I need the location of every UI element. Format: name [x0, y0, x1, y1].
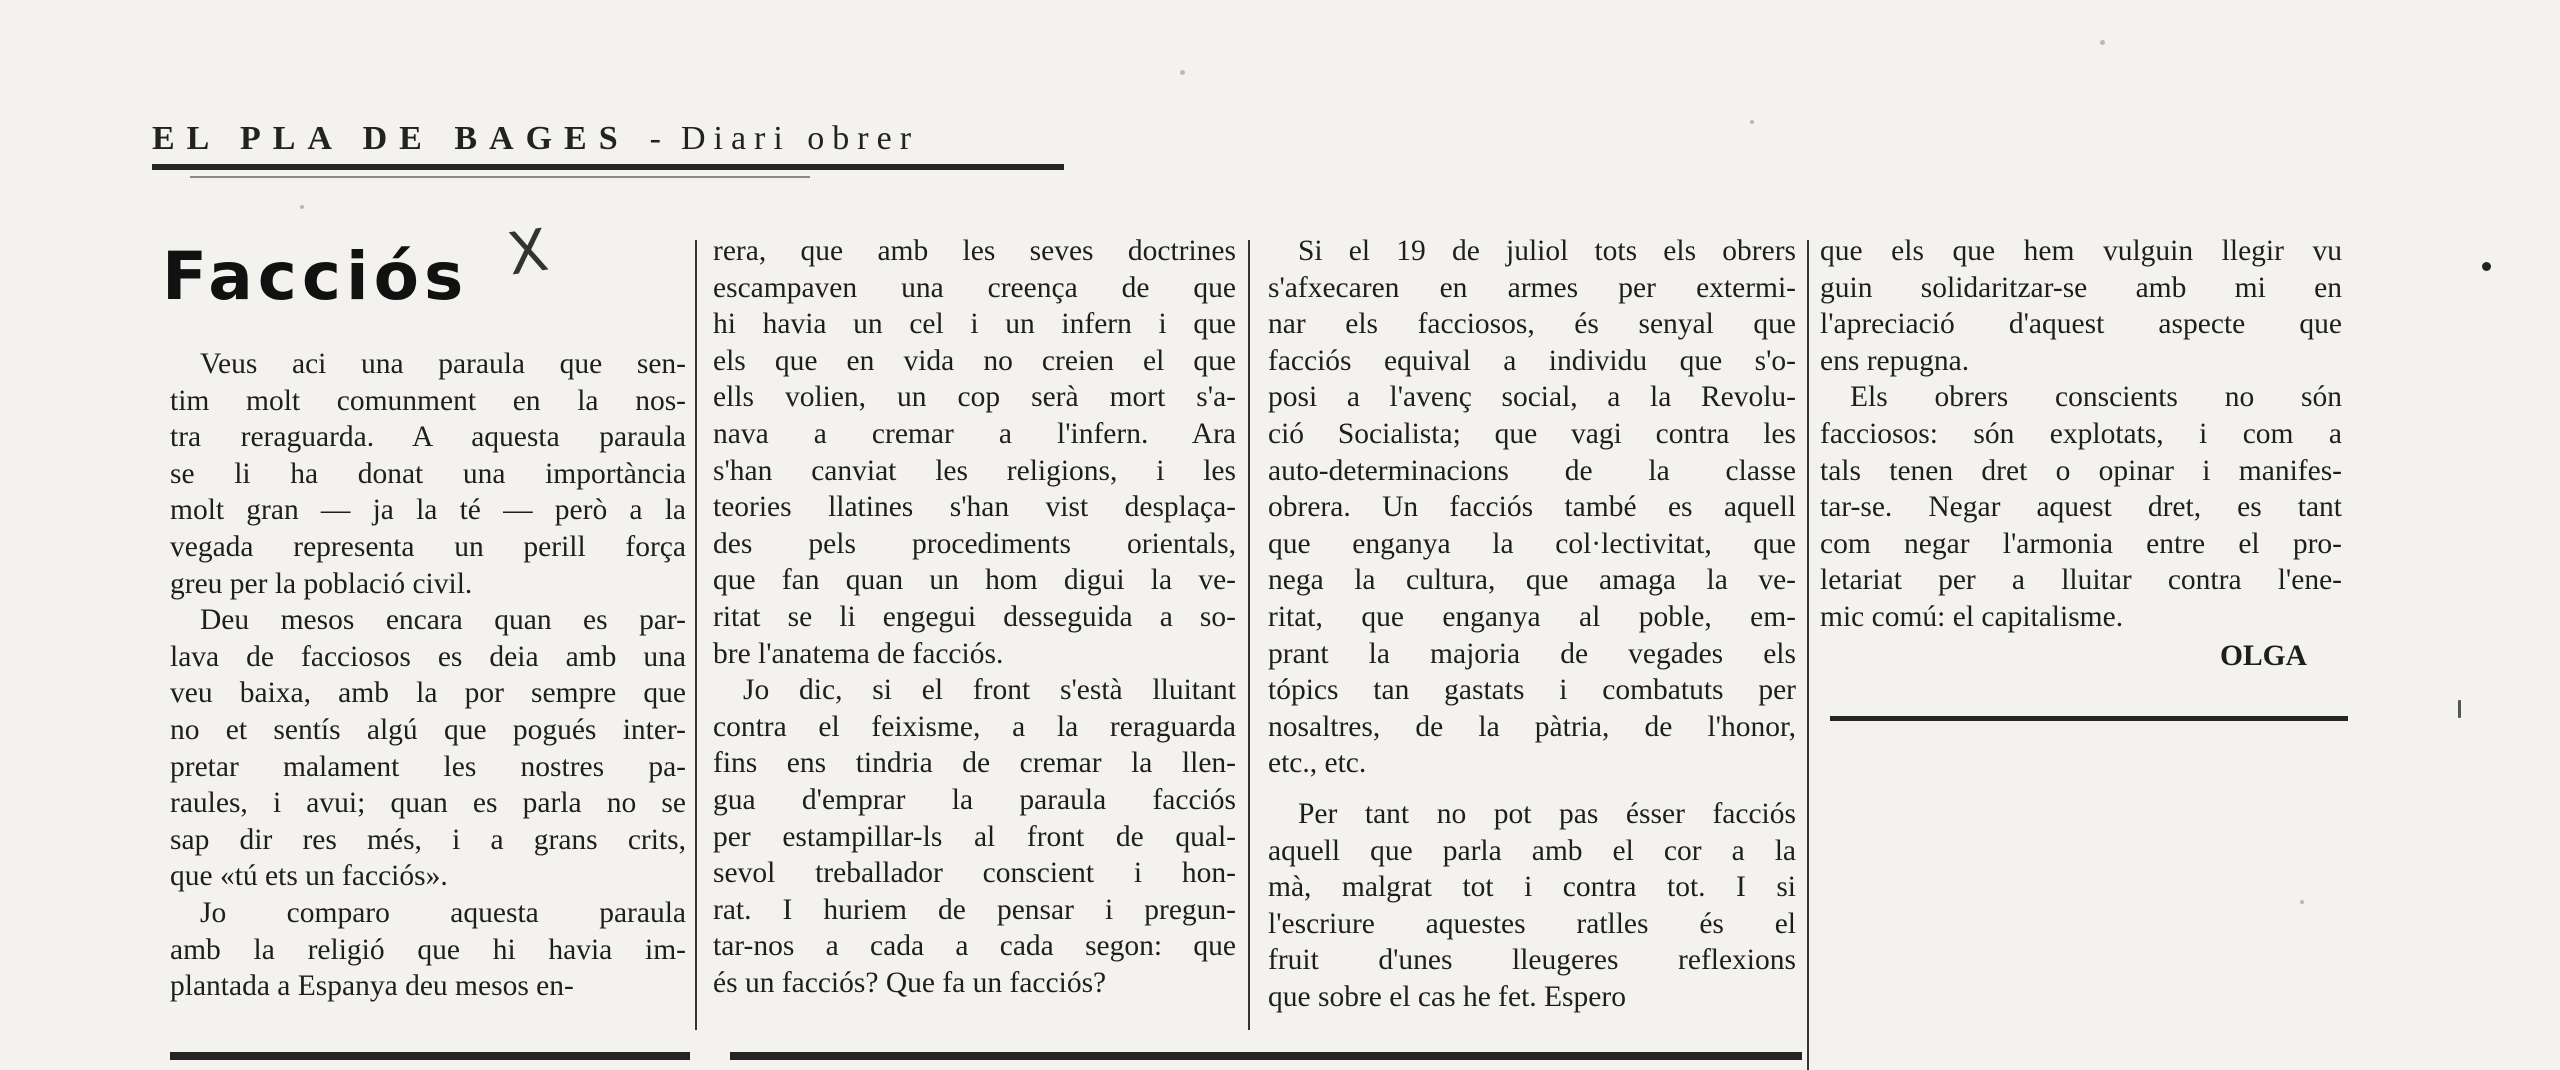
article-line: tar-se. Negar aquest dret, es tant [1820, 491, 2342, 524]
masthead-title: EL PLA DE BAGES [152, 120, 630, 157]
article-line: no et sentís algú que pogués inter- [170, 713, 686, 746]
article-line: fruit d'unes lleugeres reflexions [1268, 944, 1796, 977]
article-line: l'apreciació d'aquest aspecte que [1820, 308, 2342, 341]
article-line: nar els facciosos, és senyal que [1268, 308, 1796, 341]
article-line: guin solidaritzar-se amb mi en [1820, 271, 2342, 304]
article-line: sap dir res més, i a grans crits, [170, 823, 686, 856]
article-line: que fan quan un hom digui la ve- [713, 564, 1236, 597]
article-line: obrera. Un facciós també es aquell [1268, 491, 1796, 524]
article-line: facciosos: són explotats, i com a [1820, 417, 2342, 450]
article-line: per estampillar-ls al front de qual- [713, 820, 1236, 853]
article-line: fins ens tindria de cremar la llen- [713, 747, 1236, 780]
article-line: sevol treballador conscient i hon- [713, 857, 1236, 890]
article-line: bre l'anatema de facciós. [713, 637, 1004, 670]
column-divider [695, 240, 697, 1030]
article-line: és un facciós? Que fa un facciós? [713, 966, 1107, 999]
article-line: s'han canviat les religions, i les [713, 454, 1236, 487]
annotation-mark: X [503, 215, 553, 289]
article-line: Els obrers conscients no són [1850, 381, 2342, 414]
article-line: se li ha donat una importància [170, 457, 686, 490]
masthead-separator: - [649, 120, 661, 157]
masthead [152, 120, 1072, 158]
paper-speck [2458, 700, 2461, 718]
article-line: tra reraguarda. A aquesta paraula [170, 421, 686, 454]
article-line: rat. I huriem de pensar i pregun- [713, 893, 1236, 926]
masthead-rule [152, 164, 1064, 170]
paper-speck [300, 205, 304, 209]
article-line: rera, que amb les seves doctrines [713, 235, 1236, 267]
article-line: com negar l'armonia entre el pro- [1820, 527, 2342, 560]
paper-speck [2482, 262, 2491, 271]
article-line: amb la religió que hi havia im- [170, 933, 686, 966]
bottom-rule [730, 1052, 1802, 1060]
column-divider [1248, 240, 1250, 1030]
article-line: pretar malament les nostres pa- [170, 750, 686, 783]
article-line: aquell que parla amb el cor a la [1268, 834, 1796, 867]
article-column-1 [170, 346, 686, 1005]
article-line: molt gran — ja la té — però a la [170, 494, 686, 527]
article-line: ritat, que enganya al poble, em- [1268, 600, 1796, 633]
article-line: escampaven una creença de que [713, 271, 1236, 304]
article-line: vegada representa un perill força [170, 530, 686, 563]
bottom-rule [170, 1052, 690, 1060]
paper-speck [2100, 40, 2105, 45]
article-line: tar-nos a cada a cada segon: que [713, 930, 1236, 963]
article-line: posi a l'avenç social, a la Revolu- [1268, 381, 1796, 414]
paper-speck [1750, 120, 1754, 124]
article-line: Si el 19 de juliol tots els obrers [1298, 235, 1796, 267]
article-line: ritat se li engegui desseguida a so- [713, 600, 1236, 633]
article-headline: Facciós [162, 238, 469, 315]
article-line: nava a cremar a l'infern. Ara [713, 417, 1236, 450]
article-line: que «tú ets un facciós». [170, 860, 448, 893]
masthead-rule-thin [190, 176, 810, 178]
article-signature: OLGA [2220, 640, 2307, 672]
article-line: que sobre el cas he fet. Espero [1268, 980, 1626, 1013]
article-line: mic comú: el capitalisme. [1820, 600, 2124, 633]
article-line: Jo dic, si el front s'està lluitant [743, 674, 1236, 707]
column-divider [1807, 240, 1809, 1070]
article-line: nega la cultura, que amaga la ve- [1268, 564, 1796, 597]
article-line: l'escriure aquestes ratlles és el [1268, 907, 1796, 940]
article-column-2 [713, 233, 1236, 1001]
article-line: tópics tan gastats i combatuts per [1268, 674, 1796, 707]
article-line: ens repugna. [1820, 344, 1970, 377]
article-line: facciós equival a individu que s'o- [1268, 344, 1796, 377]
article-column-3 [1268, 233, 1796, 1015]
article-line: greu per la població civil. [170, 567, 473, 600]
article-line: s'afxecaren en armes per extermi- [1268, 271, 1796, 304]
paper-speck [2300, 900, 2304, 904]
article-line: plantada a Espanya deu mesos en- [170, 970, 574, 1003]
masthead-subtitle: Diari obrer [680, 120, 920, 157]
article-line: ció Socialista; que vagi contra les [1268, 417, 1796, 450]
article-line: tals tenen dret o opinar i manifes- [1820, 454, 2342, 487]
article-line: des pels procediments orientals, [713, 527, 1236, 560]
article-line: hi havia un cel i un infern i que [713, 308, 1236, 341]
article-line: Per tant no pot pas ésser facciós [1298, 797, 1796, 830]
article-line: els que en vida no creien el que [713, 344, 1236, 377]
paper-speck [1180, 70, 1185, 75]
article-line: Veus aci una paraula que sen- [200, 348, 686, 380]
article-line: contra el feixisme, a la reraguarda [713, 710, 1236, 743]
article-line: prant la majoria de vegades els [1268, 637, 1796, 670]
article-line: que els que hem vulguin llegir vu [1820, 235, 2342, 267]
article-line: que enganya la col·lectivitat, que [1268, 527, 1796, 560]
closing-rule [1830, 716, 2348, 721]
article-line: Deu mesos encara quan es par- [200, 604, 686, 637]
article-line: gua d'emprar la paraula facciós [713, 783, 1236, 816]
article-line: veu baixa, amb la por sempre que [170, 677, 686, 710]
article-line: mà, malgrat tot i contra tot. I si [1268, 871, 1796, 904]
article-line: lava de facciosos es deia amb una [170, 640, 686, 673]
article-line: raules, i avui; quan es parla no se [170, 787, 686, 820]
article-line: letariat per a lluitar contra l'ene- [1820, 564, 2342, 597]
article-line: auto-determinacions de la classe [1268, 454, 1796, 487]
article-line: ells volien, un cop serà mort s'a- [713, 381, 1236, 414]
article-line: etc., etc. [1268, 747, 1367, 780]
article-line: nosaltres, de la pàtria, de l'honor, [1268, 710, 1796, 743]
article-line: Jo comparo aquesta paraula [200, 896, 686, 929]
article-column-4 [1820, 233, 2342, 636]
article-line: teories llatines s'han vist desplaça- [713, 491, 1236, 524]
article-line: tim molt comunment en la nos- [170, 384, 686, 417]
